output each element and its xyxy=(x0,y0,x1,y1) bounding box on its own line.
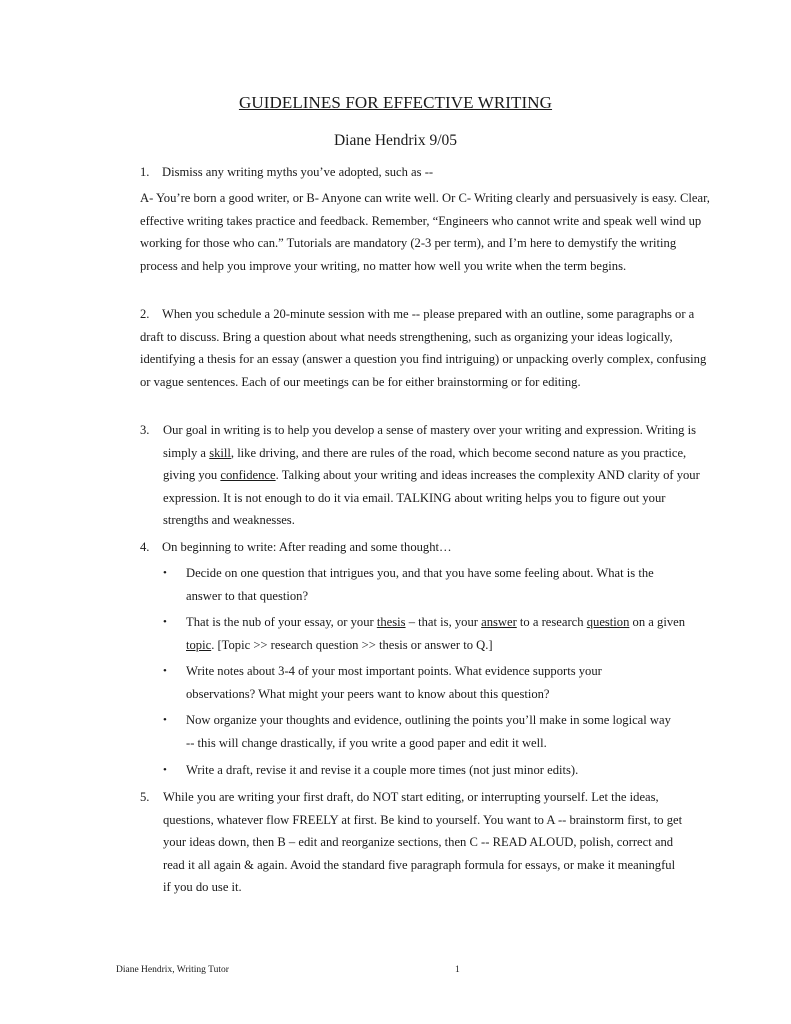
bullet-dot: • xyxy=(163,567,167,579)
bullet-2-text xyxy=(186,611,696,656)
bullet-2-answer: answer xyxy=(481,615,517,629)
footer-author: Diane Hendrix, Writing Tutor xyxy=(116,965,229,975)
footer-page-number: 1 xyxy=(455,965,460,975)
bullet-dot: • xyxy=(163,616,167,628)
bullet-2-text-e: . [Topic >> research question >> thesis or answer to Q.] xyxy=(211,637,493,652)
item-1-text: Dismiss any writing myths you’ve adopted, such as -- xyxy=(162,165,434,179)
bullet-dot: • xyxy=(163,665,167,677)
bullet-1-text: Decide on one question that intrigues you, and that you have some feeling about. What is the answer to that question? xyxy=(186,566,654,603)
item-5-paragraph: While you are writing your first draft, do NOT start editing, or interrupting yourself. Let the ideas, questions, whatever flow FREELY at first. Be kind to yourself. You want to A -- brainstorm first, to get your ideas down, then B – edit and reorganize sections, then C -- READ ALOUD, polish, correct and read it all again & again. Avoid the standard five paragraph formula for essays, or make it meaningful if you do use it. xyxy=(163,790,683,895)
page-subtitle: Diane Hendrix 9/05 xyxy=(333,132,458,149)
item-2-text: When you schedule a 20-minute session with me -- please prepared with an outline, some paragraphs or a draft to discuss. Bring a question about what needs strengthening, such as organizing your ideas logically, identifying a thesis for an essay (answer a question you find intriguing) or unpacking overly complex, confusing or vague sentences. Each of our meetings can be for either brainstorming or for editing. xyxy=(140,307,707,389)
item-1 xyxy=(140,161,710,184)
bullet-4-text: Now organize your thoughts and evidence, outlining the points you’ll make in some logical way -- this will change drastically, if you write a good paper and edit it well. xyxy=(186,713,671,750)
item-3-skill: skill xyxy=(209,445,231,460)
bullet-dot: • xyxy=(163,764,167,776)
item-3-paragraph xyxy=(163,419,708,532)
item-3-confidence: confidence xyxy=(220,468,276,483)
item-4 xyxy=(140,536,710,559)
bullet-2-question: question xyxy=(586,615,630,629)
bullet-2-thesis: thesis xyxy=(376,615,406,629)
item-1-body xyxy=(140,187,710,277)
item-1-paragraph: A- You’re born a good writer, or B- Anyone can write well. Or C- Writing clearly and persuasively is easy. Clear, effective writing takes practice and feedback. Remember, “Engineers who cannot write and speak well wind up working for those who can.” Tutorials are mandatory (2-3 per term), and I’m here to demystify the writing process and help you improve your writing, no matter how well you write when the term begins. xyxy=(140,191,710,273)
item-3-text-c: . Talking about your writing and ideas increases the complexity AND clarity of your expression. It is not enough to do it via email. TALKING about writing helps you to figure out your strengths and weaknesses. xyxy=(163,468,700,528)
page-title: GUIDELINES FOR EFFECTIVE WRITING xyxy=(238,93,553,112)
item-3-text-b: , like driving, and there are rules of the road, which become second nature as you practice, giving you xyxy=(163,445,687,483)
item-4-text: On beginning to write: After reading and some thought… xyxy=(162,540,452,554)
bullet-2-text-b: – that is, your xyxy=(405,615,482,629)
item-2 xyxy=(140,303,710,393)
item-3-text-a: Our goal in writing is to help you develop a sense of mastery over your writing and expression. Writing is simply a xyxy=(163,423,696,460)
bullet-5-text: Write a draft, revise it and revise it a couple more times (not just minor edits). xyxy=(186,763,579,777)
bullet-2-topic: topic xyxy=(186,637,212,652)
item-4-number: 4. xyxy=(140,540,150,554)
bullet-2-text-a: That is the nub of your essay, or your xyxy=(186,615,377,629)
item-5-number: 5. xyxy=(140,790,150,804)
bullet-dot: • xyxy=(163,714,167,726)
item-3-number: 3. xyxy=(140,423,150,437)
bullet-3-text: Write notes about 3-4 of your most important points. What evidence supports your observations? What might your peers want to know about this question? xyxy=(186,664,602,701)
bullet-2-text-c: to a research xyxy=(516,615,587,629)
bullet-2-text-d: on a given xyxy=(629,615,686,629)
item-2-number: 2. xyxy=(140,307,150,321)
item-1-number: 1. xyxy=(140,165,150,179)
